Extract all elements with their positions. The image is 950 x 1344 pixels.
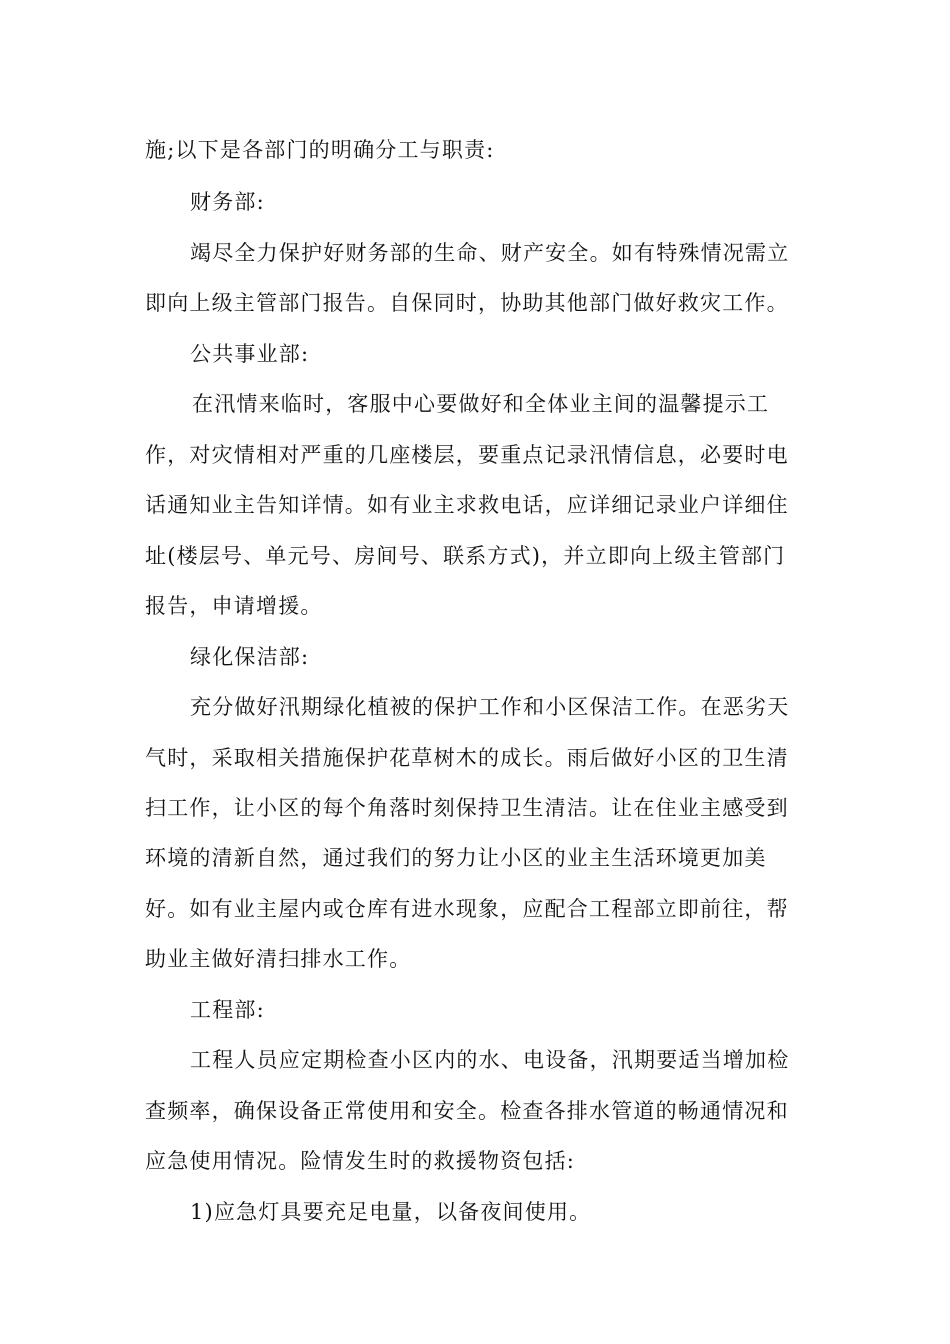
text-line: 即向上级主管部门报告。自保同时，协助其他部门做好救灾工作。 [145, 291, 789, 315]
text-line: 话通知业主告知详情。如有业主求救电话，应详细记录业户详细住 [145, 493, 789, 517]
section-heading-greening-cleaning: 绿化保洁部: [190, 645, 310, 669]
text-line: 环境的清新自然，通过我们的努力让小区的业主生活环境更加美 [145, 846, 767, 870]
text-line: 址(楼层号、单元号、房间号、联系方式)，并立即向上级主管部门 [145, 544, 786, 568]
text-line: 竭尽全力保护好财务部的生命、财产安全。如有特殊情况需立 [190, 241, 790, 265]
text-line: 充分做好汛期绿化植被的保护工作和小区保洁工作。在恶劣天 [190, 695, 790, 719]
text-line: 好。如有业主屋内或仓库有进水现象，应配合工程部立即前往，帮 [145, 897, 789, 921]
text-line: 扫工作，让小区的每个角落时刻保持卫生清洁。让在住业主感受到 [145, 796, 789, 820]
section-heading-finance: 财务部: [190, 190, 265, 214]
text-line: 在汛情来临时，客服中心要做好和全体业主间的温馨提示工 [192, 392, 770, 416]
text-line: 报告，申请增援。 [145, 594, 323, 618]
text-line: 助业主做好清扫排水工作。 [145, 947, 412, 971]
text-line: 查频率，确保设备正常使用和安全。检查各排水管道的畅通情况和 [145, 1099, 789, 1123]
text-line: 作，对灾情相对严重的几座楼层，要重点记录汛情信息，必要时电 [145, 443, 789, 467]
text-line: 工程人员应定期检查小区内的水、电设备，汛期要适当增加检 [190, 1048, 790, 1072]
section-heading-engineering: 工程部: [190, 998, 265, 1022]
list-item: 1)应急灯具要充足电量，以备夜间使用。 [190, 1200, 592, 1224]
text-line: 应急使用情况。险情发生时的救援物资包括: [145, 1149, 576, 1173]
section-heading-public-affairs: 公共事业部: [190, 342, 310, 366]
text-line: 施;以下是各部门的明确分工与职责: [145, 138, 495, 162]
text-line: 气时，采取相关措施保护花草树木的成长。雨后做好小区的卫生清 [145, 746, 789, 770]
